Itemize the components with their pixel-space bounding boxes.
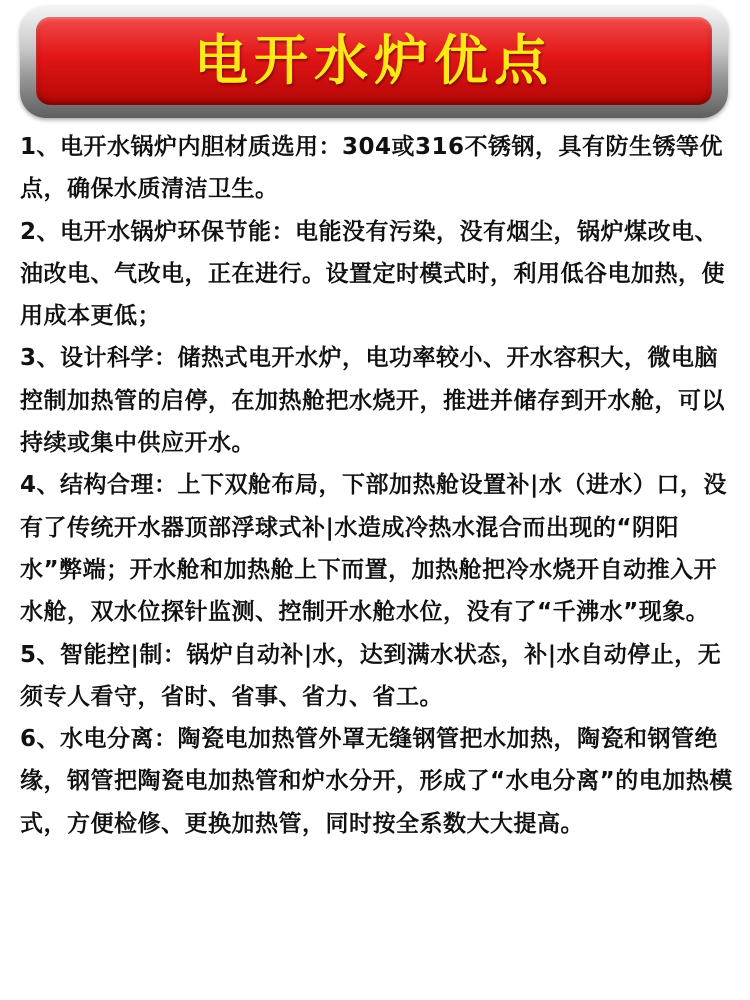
title-banner [36, 17, 712, 105]
advantage-item-2: 2、电开水锅炉环保节能：电能没有污染，没有烟尘，锅炉煤改电、油改电、气改电，正在进行。设置定时模式时，利用低谷电加热，使用成本更低； [20, 218, 725, 330]
advantages-list [20, 126, 736, 845]
title-banner-frame [20, 6, 728, 118]
advantage-item-4: 4、结构合理：上下双舱布局，下部加热舱设置补|水（进水）口，没有了传统开水器顶部浮球式补|水造成冷热水混合而出现的“阴阳水”弊端；开水舱和加热舱上下而置，加热舱把冷水烧开自动推入开水舱，双水位探针监测、控制开水舱水位，没有了“千沸水”现象。 [20, 472, 727, 626]
page-title: 电开水炉优点 [194, 29, 554, 92]
advantage-item-6: 6、水电分离：陶瓷电加热管外罩无缝钢管把水加热，陶瓷和钢管绝缘，钢管把陶瓷电加热管和炉水分开，形成了“水电分离”的电加热模式，方便检修、更换加热管，同时按全系数大大提高。 [20, 726, 733, 837]
advantage-item-3: 3、设计科学：储热式电开水炉，电功率较小、开水容积大，微电脑控制加热管的启停，在加热舱把水烧开，推进并储存到开水舱，可以持续或集中供应开水。 [20, 345, 725, 457]
advantage-item-5: 5、智能控|制：锅炉自动补|水，达到满水状态，补|水自动停止，无须专人看守，省时、省事、省力、省工。 [20, 641, 722, 710]
advantage-item-1: 1、电开水锅炉内胆材质选用：304或316不锈钢，具有防生锈等优点，确保水质清洁卫生。 [20, 134, 724, 203]
